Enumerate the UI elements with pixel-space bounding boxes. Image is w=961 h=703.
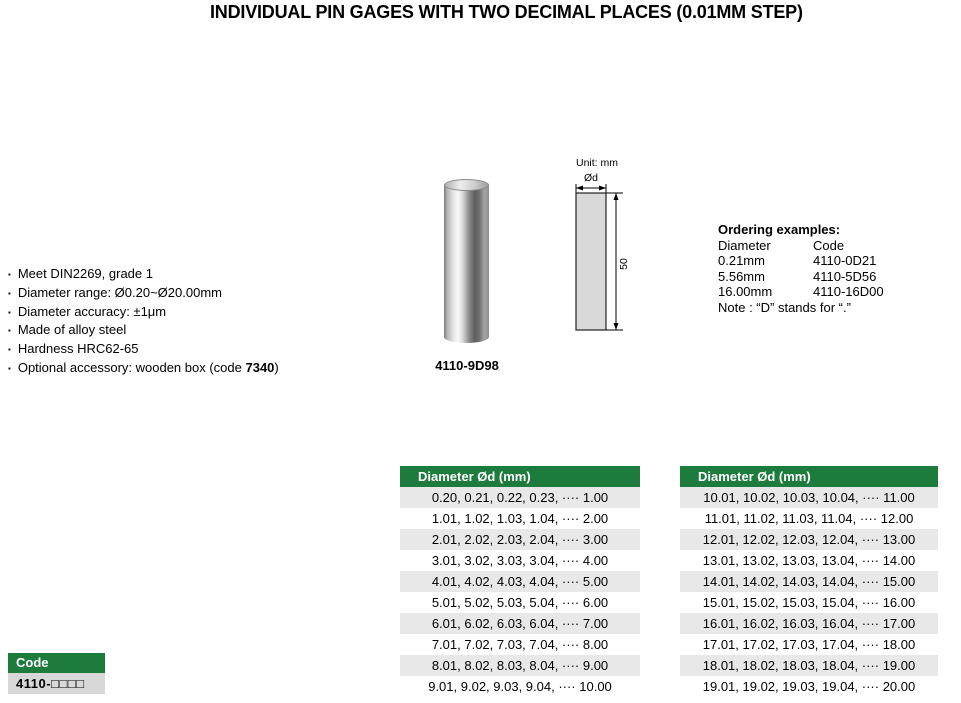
table-row: 6.01, 6.02, 6.03, 6.04, ···· 7.00 bbox=[400, 613, 640, 634]
feature-item-label: Made of alloy steel bbox=[17, 322, 127, 338]
bullet-square-icon: ▪ bbox=[8, 363, 11, 373]
table-header: Diameter Ød (mm) bbox=[400, 466, 640, 487]
code-block-value: 4110-□□□□ bbox=[8, 673, 105, 694]
bullet-square-icon: ▪ bbox=[8, 307, 11, 317]
accessory-code: 7340 bbox=[245, 359, 275, 375]
feature-item-label: Diameter range: Ø0.20~Ø20.00mm bbox=[17, 284, 222, 300]
feature-item bbox=[8, 322, 279, 341]
feature-item-accessory bbox=[8, 360, 279, 379]
bullet-square-icon: ▪ bbox=[8, 345, 11, 355]
feature-item bbox=[8, 304, 279, 323]
table-row: 14.01, 14.02, 14.03, 14.04, ···· 15.00 bbox=[680, 571, 938, 592]
table-row: 7.01, 7.02, 7.03, 7.04, ···· 8.00 bbox=[431, 637, 609, 652]
feature-item-label: Diameter accuracy: ±1μm bbox=[17, 303, 167, 319]
unit-label: Unit: mm bbox=[576, 157, 618, 169]
table-row: 13.01, 13.02, 13.03, 13.04, ···· 14.00 bbox=[702, 553, 916, 568]
table-row: 15.01, 15.02, 15.03, 15.04, ···· 16.00 bbox=[702, 595, 916, 610]
table-row: 0.20, 0.21, 0.22, 0.23, ···· 1.00 bbox=[400, 487, 640, 508]
ordering-table bbox=[718, 238, 884, 300]
ordering-diameter: 16.00mm bbox=[718, 284, 773, 299]
diameter-table-1 bbox=[400, 466, 640, 697]
product-code-caption: 4110-9D98 bbox=[435, 358, 499, 373]
page-title: INDIVIDUAL PIN GAGES WITH TWO DECIMAL PLACES (0.01MM STEP) bbox=[210, 2, 803, 22]
pin-side-view bbox=[576, 193, 606, 330]
feature-item bbox=[8, 285, 279, 304]
table-row: 19.01, 19.02, 19.03, 19.04, ···· 20.00 bbox=[702, 679, 916, 694]
ordering-examples bbox=[718, 222, 884, 315]
dimension-drawing bbox=[548, 155, 648, 345]
ordering-code: 4110-5D56 bbox=[813, 268, 877, 284]
feature-item bbox=[8, 341, 279, 360]
table-row: 10.01, 10.02, 10.03, 10.04, ···· 11.00 bbox=[680, 487, 938, 508]
feature-item bbox=[8, 266, 279, 285]
pin-gage-image bbox=[444, 179, 489, 345]
code-block bbox=[8, 653, 105, 694]
table-row: 3.01, 3.02, 3.03, 3.04, ···· 4.00 bbox=[431, 553, 609, 568]
code-block-header: Code bbox=[8, 653, 105, 673]
diameter-table-2 bbox=[680, 466, 938, 697]
ordering-col-code: Code bbox=[813, 237, 845, 253]
table-row: 17.01, 17.02, 17.03, 17.04, ···· 18.00 bbox=[702, 637, 916, 652]
ordering-col-diameter: Diameter bbox=[718, 237, 771, 253]
ordering-diameter: 5.56mm bbox=[718, 268, 765, 284]
pin-body bbox=[444, 185, 489, 343]
table-row: 8.01, 8.02, 8.03, 8.04, ···· 9.00 bbox=[400, 655, 640, 676]
feature-list bbox=[8, 266, 279, 379]
table-row: 11.01, 11.02, 11.03, 11.04, ···· 12.00 bbox=[704, 511, 914, 526]
table-header: Diameter Ød (mm) bbox=[680, 466, 938, 487]
pin-top-face bbox=[444, 179, 489, 191]
feature-item-label: Optional accessory: wooden box (code 7340) bbox=[17, 359, 279, 375]
ordering-title: Ordering examples: bbox=[718, 222, 841, 237]
table-row: 4.01, 4.02, 4.03, 4.04, ···· 5.00 bbox=[400, 571, 640, 592]
ordering-diameter: 0.21mm bbox=[718, 253, 765, 268]
table-row: 1.01, 1.02, 1.03, 1.04, ···· 2.00 bbox=[431, 511, 609, 526]
bullet-square-icon: ▪ bbox=[8, 288, 11, 298]
ordering-code: 4110-16D00 bbox=[813, 284, 884, 299]
table-row: 12.01, 12.02, 12.03, 12.04, ···· 13.00 bbox=[680, 529, 938, 550]
table-row: 5.01, 5.02, 5.03, 5.04, ···· 6.00 bbox=[431, 595, 609, 610]
bullet-square-icon: ▪ bbox=[8, 326, 11, 336]
table-row: 9.01, 9.02, 9.03, 9.04, ···· 10.00 bbox=[428, 679, 612, 694]
length-dimension-label: 50 bbox=[618, 258, 630, 270]
feature-item-label: Hardness HRC62-65 bbox=[17, 341, 139, 357]
diameter-dimension-label: Ød bbox=[583, 172, 599, 184]
table-row: 16.01, 16.02, 16.03, 16.04, ···· 17.00 bbox=[680, 613, 938, 634]
ordering-code: 4110-0D21 bbox=[813, 253, 877, 268]
table-row: 2.01, 2.02, 2.03, 2.04, ···· 3.00 bbox=[400, 529, 640, 550]
ordering-note: Note : “D” stands for “.” bbox=[718, 299, 851, 315]
feature-item-label: Meet DIN2269, grade 1 bbox=[17, 266, 153, 281]
bullet-square-icon: ▪ bbox=[8, 270, 11, 279]
table-row: 18.01, 18.02, 18.03, 18.04, ···· 19.00 bbox=[680, 655, 938, 676]
